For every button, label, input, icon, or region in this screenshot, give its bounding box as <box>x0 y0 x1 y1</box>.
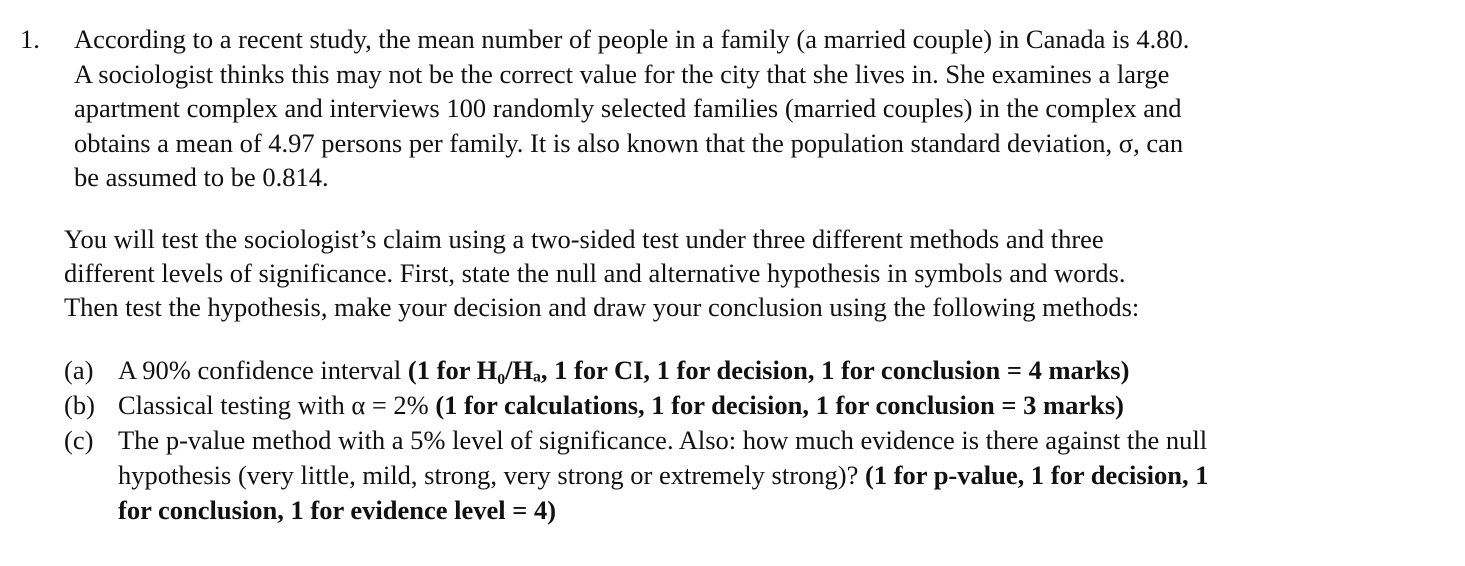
intro-line: apartment complex and interviews 100 randomly selected families (married couples) in the complex and <box>74 93 1182 123</box>
part-marks: (1 for H₀/Hₐ, 1 for CI, 1 for decision, 1 for conclusion = 4 marks) <box>407 355 1130 385</box>
part-text: The p-value method with a 5% level of significance. Also: how much evidence is there against the null <box>118 425 1208 455</box>
part-label: (c) <box>64 425 94 455</box>
part-label: (a) <box>64 355 94 385</box>
part-c <box>64 423 1394 528</box>
task-line: Then test the hypothesis, make your decision and draw your conclusion using the following methods: <box>64 292 1140 322</box>
part-body <box>118 388 1394 423</box>
part-text: Classical testing with α = 2% <box>118 390 436 420</box>
part-marks: (1 for calculations, 1 for decision, 1 for conclusion = 3 marks) <box>435 390 1124 420</box>
intro-line: obtains a mean of 4.97 persons per family. It is also known that the population standard deviation, σ, can <box>74 127 1184 158</box>
part-b <box>64 388 1394 423</box>
task-line: different levels of significance. First, state the null and alternative hypothesis in symbols and words. <box>64 258 1126 288</box>
part-text-line <box>118 458 1394 493</box>
part-text: A 90% confidence interval <box>118 355 408 385</box>
task-line: You will test the sociologist’s claim using a two-sided test under three different methods and three <box>64 224 1104 254</box>
question-task <box>64 222 1364 324</box>
part-marks: (1 for p-value, 1 for decision, 1 <box>865 460 1209 490</box>
part-label: (b) <box>64 390 95 420</box>
question-parts <box>64 353 1394 528</box>
intro-line: A sociologist thinks this may not be the correct value for the city that she lives in. She examines a large <box>74 58 1170 89</box>
question-number: 1. <box>20 24 40 54</box>
part-a <box>64 353 1394 388</box>
question-intro <box>74 22 1374 195</box>
part-body <box>118 353 1394 388</box>
intro-line: According to a recent study, the mean number of people in a family (a married couple) in Canada is 4.80. <box>74 24 1190 54</box>
intro-line: be assumed to be 0.814. <box>74 162 329 192</box>
part-marks: for conclusion, 1 for evidence level = 4) <box>118 495 557 525</box>
part-body <box>118 423 1394 528</box>
part-text: hypothesis (very little, mild, strong, very strong or extremely strong)? <box>118 460 866 490</box>
